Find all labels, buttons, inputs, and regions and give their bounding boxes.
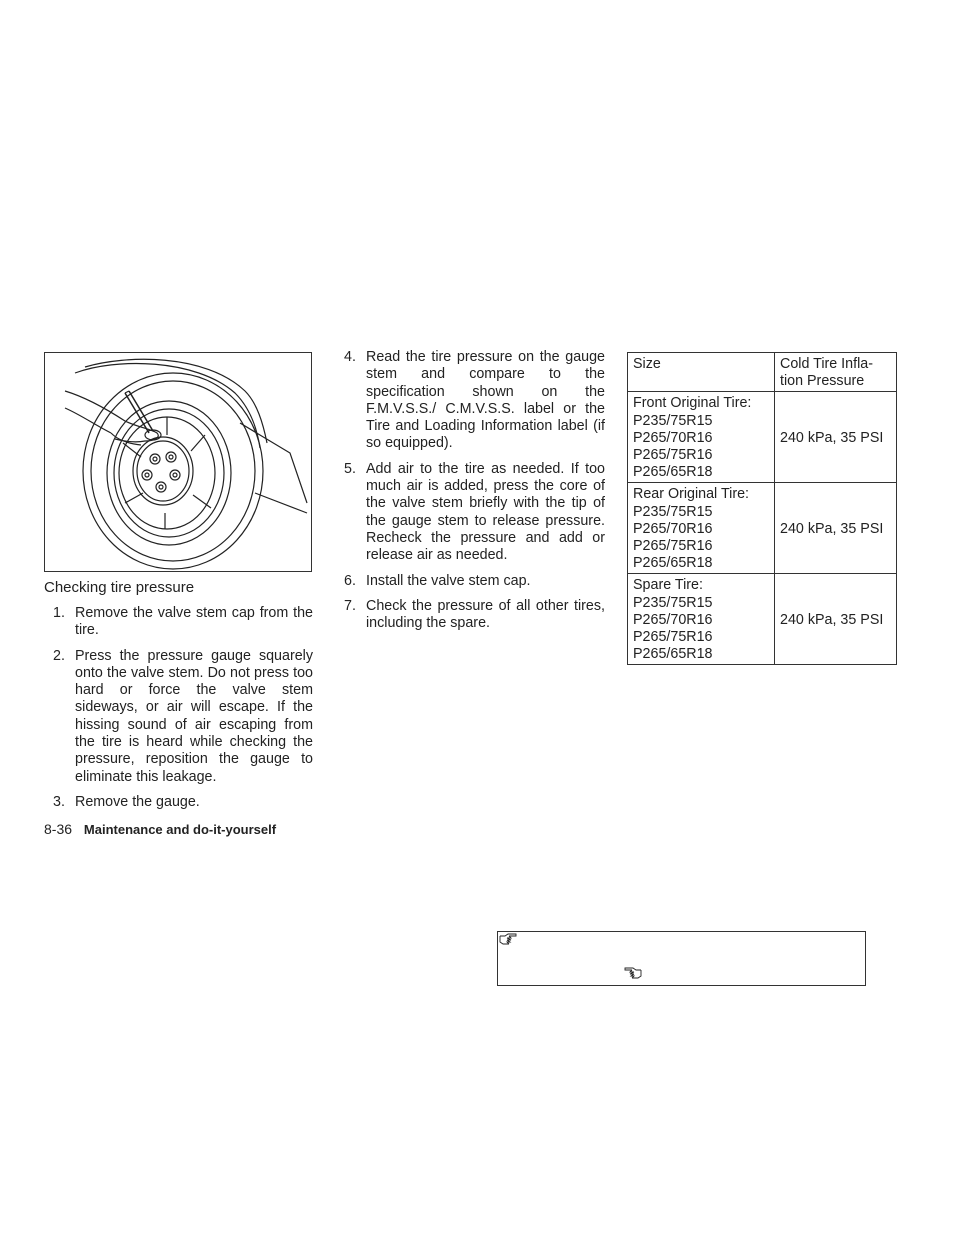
step-number: 6.	[344, 572, 356, 589]
tire-size: P265/65R18	[633, 646, 713, 663]
list-item	[344, 573, 605, 590]
step-number: 7.	[344, 597, 356, 614]
page-number: 8-36	[44, 821, 73, 837]
instruction-steps-left	[53, 605, 313, 819]
pointing-hand-right-icon	[499, 933, 517, 945]
figure-caption: Checking tire pressure	[44, 579, 195, 596]
header-pressure-line: Cold Tire Infla-	[780, 356, 873, 372]
table-row	[628, 574, 897, 665]
section-title: Maintenance and do-it-yourself	[83, 822, 277, 837]
list-item	[53, 605, 313, 640]
tire-size: P265/75R16	[633, 447, 713, 464]
pressure-value: 240 kPa, 35 PSI	[775, 483, 897, 574]
step-number: 1.	[53, 605, 65, 621]
table-row	[628, 483, 897, 574]
step-number: 3.	[53, 793, 65, 810]
page-footer	[44, 820, 276, 839]
tire-size: P265/70R16	[633, 429, 713, 446]
list-item	[344, 349, 605, 453]
tire-category-label: Spare Tire:	[633, 577, 703, 594]
tire-size: P265/75R16	[633, 538, 713, 555]
tire-size: P265/75R16	[633, 629, 713, 646]
list-item	[53, 648, 313, 786]
step-text: Press the pressure gauge squarely onto the valve stem. Do not press too hard or force the valve stem sideways, or air will escape. If the hissing sound of air escaping from the tire is heard while checking the pressure, reposition the gauge to eliminate this leakage.	[75, 647, 313, 785]
step-text: Remove the valve stem cap from the tire.	[75, 605, 313, 639]
tire-size: P265/65R18	[633, 555, 713, 572]
step-text: Remove the gauge.	[75, 793, 200, 810]
tire-size: P265/70R16	[633, 520, 713, 537]
step-number: 5.	[344, 460, 356, 477]
note-box	[497, 931, 866, 986]
list-item	[344, 598, 605, 633]
table-row	[628, 392, 897, 483]
tire-size: P265/65R18	[633, 464, 713, 481]
tire-size: P235/75R15	[633, 503, 713, 520]
instruction-steps-right	[344, 349, 605, 640]
pressure-value: 240 kPa, 35 PSI	[775, 392, 897, 483]
step-text: Read the tire pressure on the gauge stem and compare to the specification shown on the F.M.V.S.S./ C.M.V.S.S. label or the Tire and Loading Information label (if so equipped).	[366, 349, 605, 452]
step-text: Install the valve stem cap.	[366, 572, 531, 589]
tire-size: P265/70R16	[633, 611, 713, 628]
tire-gauge-drawing	[45, 353, 311, 571]
size-cell	[628, 483, 775, 574]
header-pressure	[775, 353, 897, 392]
step-text: Check the pressure of all other tires, including the spare.	[366, 597, 605, 632]
step-number: 2.	[53, 647, 65, 664]
pressure-value: 240 kPa, 35 PSI	[775, 574, 897, 665]
header-pressure-line: tion Pressure	[780, 373, 865, 390]
tire-category-label: Rear Original Tire:	[633, 486, 750, 503]
list-item	[53, 794, 313, 811]
size-cell	[628, 574, 775, 665]
list-item	[344, 461, 605, 565]
tire-pressure-illustration	[44, 352, 312, 572]
step-number: 4.	[344, 349, 356, 365]
size-cell	[628, 392, 775, 483]
tire-size: P235/75R15	[633, 594, 713, 611]
pointing-hand-left-icon	[624, 967, 642, 979]
tire-pressure-table	[627, 352, 897, 665]
tire-size: P235/75R15	[633, 412, 713, 429]
step-text: Add air to the tire as needed. If too much air is added, press the core of the valve stem briefly with the tip of the gauge stem to release pressure. Recheck the pressure and add or release air as needed.	[366, 460, 605, 564]
table-header-row	[628, 353, 897, 392]
tire-category-label: Front Original Tire:	[633, 395, 752, 412]
header-size: Size	[628, 353, 775, 392]
